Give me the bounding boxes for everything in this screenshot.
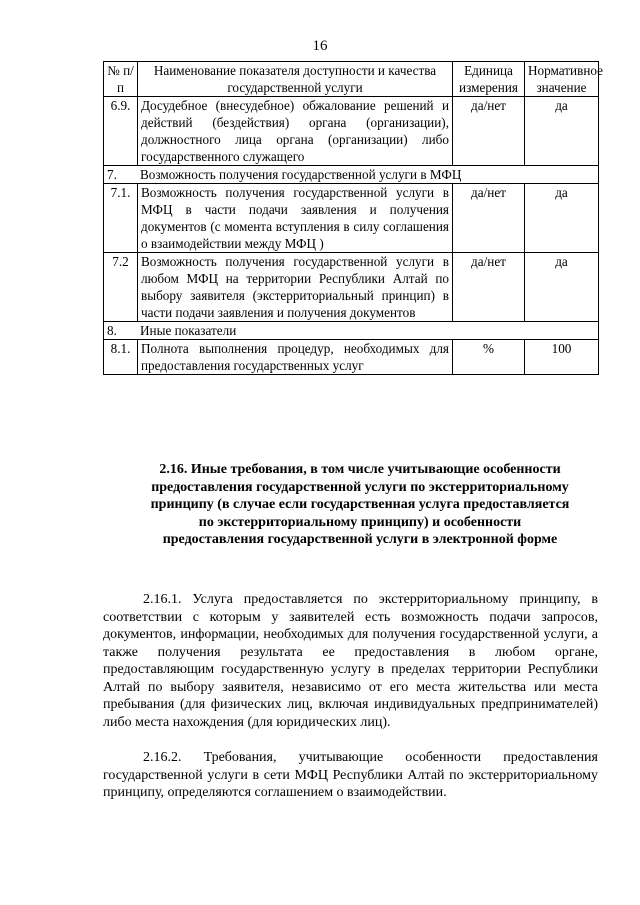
group-cell xyxy=(104,166,599,184)
row-unit: да/нет xyxy=(453,97,525,166)
table-row xyxy=(104,340,599,375)
group-cell xyxy=(104,322,599,340)
row-unit: да/нет xyxy=(453,253,525,322)
group-num: 7. xyxy=(107,167,117,182)
row-name: Возможность получения государственной услуги в МФЦ в части подачи заявления и получения документов (с момента вступления в силу соглашения о взаимодействии между МФЦ ) xyxy=(138,184,453,253)
group-name: Возможность получения государственной услуги в МФЦ xyxy=(140,167,462,182)
row-norm: да xyxy=(525,184,599,253)
row-num: 6.9. xyxy=(104,97,138,166)
row-name: Полнота выполнения процедур, необходимых для предоставления государственных услуг xyxy=(138,340,453,375)
header-name: Наименование показателя доступности и качества государственной услуги xyxy=(138,62,453,97)
row-norm: да xyxy=(525,253,599,322)
row-num: 7.2 xyxy=(104,253,138,322)
page-number: 16 xyxy=(312,38,328,54)
row-num: 7.1. xyxy=(104,184,138,253)
table-row xyxy=(104,97,599,166)
paragraph-2-16-2: 2.16.2. Требования, учитывающие особенности предоставления государственной услуги в сети МФЦ Республики Алтай по экстерриториальному принципу, определяются соглашением о взаимодействии. xyxy=(103,750,598,800)
table-row xyxy=(104,184,599,253)
row-unit: % xyxy=(453,340,525,375)
table-row xyxy=(104,253,599,322)
group-num: 8. xyxy=(107,323,117,338)
table-group-row xyxy=(104,166,599,184)
indicators-table xyxy=(103,61,603,375)
row-name: Досудебное (внесудебное) обжалование решений и действий (бездействия) органа (организации), должностного лица органа (организации) либо государственного служащего xyxy=(138,97,453,166)
row-unit: да/нет xyxy=(453,184,525,253)
table-header-row xyxy=(104,62,599,97)
row-num: 8.1. xyxy=(104,340,138,375)
header-unit: Единица измерения xyxy=(453,62,525,97)
row-norm: 100 xyxy=(525,340,599,375)
row-norm: да xyxy=(525,97,599,166)
table-group-row xyxy=(104,322,599,340)
section-title: 2.16. Иные требования, в том числе учитывающие особенности предоставления государственной услуги по экстерриториальному принципу (в случае если государственная услуга предоставляется по экстерриториальному принципу) и особенности предоставления государственной услуги в электронной форме xyxy=(150,462,570,548)
header-num: № п/п xyxy=(104,62,138,97)
group-name: Иные показатели xyxy=(140,323,237,338)
header-norm: Нормативное значение xyxy=(525,62,599,97)
paragraph-2-16-1: 2.16.1. Услуга предоставляется по экстерриториальному принципу, в соответствии с которым у заявителей есть возможность подачи запросов, документов, информации, необходимых для получения государственной услуги, а также получения результата ее предоставления в любом органе, предоставляющим государственную услугу в пределах территории Республики Алтай по выбору заявителя, независимо от его места жительства или места пребывания (для физических лиц, включая индивидуальных предпринимателей) либо места нахождения (для юридических лиц). xyxy=(103,592,598,730)
row-name: Возможность получения государственной услуги в любом МФЦ на территории Республики Алтай по выбору заявителя (экстерриториальный принцип) в части подачи заявления и получения документов xyxy=(138,253,453,322)
